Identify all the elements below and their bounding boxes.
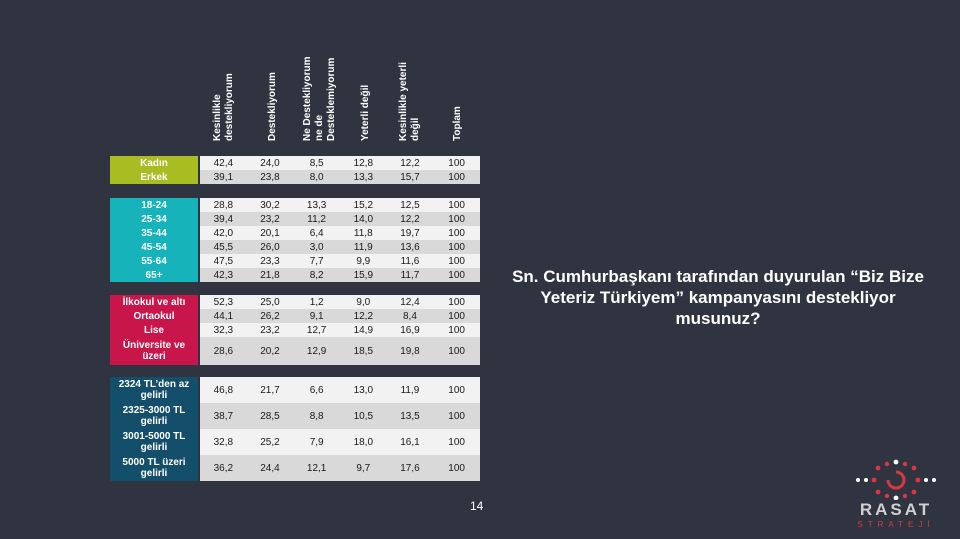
cell: 32,8 [200, 429, 247, 455]
cell: 1,2 [293, 295, 340, 309]
cell: 16,9 [387, 323, 434, 337]
cell: 14,0 [340, 212, 387, 226]
table-row [110, 156, 480, 170]
row-label: İlkokul ve altı [110, 295, 198, 309]
cell: 26,0 [247, 240, 294, 254]
row-label: 65+ [110, 268, 198, 282]
row-label: Lise [110, 323, 198, 337]
header-yeterli-degil: Yeterli değil [360, 84, 371, 141]
cell: 12,8 [340, 156, 387, 170]
table-row [110, 429, 480, 455]
header-kesinlikle-yeterli-degil: Kesinlikle yeterli değil [398, 62, 421, 141]
cell: 8,0 [293, 170, 340, 184]
row-label: 3001-5000 TL gelirli [110, 429, 198, 455]
cell: 11,8 [340, 226, 387, 240]
cell: 100 [433, 295, 480, 309]
header-ne-destekliyorum: Ne Destekliyorum ne de Desteklemiyorum [302, 56, 337, 141]
table-row [110, 403, 480, 429]
cell: 13,5 [387, 403, 434, 429]
cell: 9,0 [340, 295, 387, 309]
cell: 100 [433, 156, 480, 170]
cell: 7,7 [293, 254, 340, 268]
cell: 46,8 [200, 377, 247, 403]
cell: 47,5 [200, 254, 247, 268]
age-table [110, 198, 480, 282]
table-row [110, 455, 480, 481]
cell: 8,4 [387, 309, 434, 323]
row-label: 2325-3000 TL gelirli [110, 403, 198, 429]
row-label: 55-64 [110, 254, 198, 268]
logo-subtitle: STRATEJİ [857, 520, 935, 529]
cell: 26,2 [247, 309, 294, 323]
header-kesinlikle-destekliyorum: Kesinlikle destekliyorum [212, 73, 235, 141]
cell: 100 [433, 337, 480, 365]
cell: 11,9 [340, 240, 387, 254]
cell: 100 [433, 198, 480, 212]
cell: 12,4 [387, 295, 434, 309]
cell: 14,9 [340, 323, 387, 337]
table-row [110, 212, 480, 226]
row-label: Üniversite ve üzeri [110, 337, 198, 365]
cell: 25,0 [247, 295, 294, 309]
cell: 24,0 [247, 156, 294, 170]
cell: 42,0 [200, 226, 247, 240]
income-table [110, 377, 480, 481]
cell: 100 [433, 170, 480, 184]
cell: 42,4 [200, 156, 247, 170]
cell: 9,1 [293, 309, 340, 323]
survey-question: Sn. Cumhurbaşkanı tarafından duyurulan “Biz Bize Yeteriz Türkiyem” kampanyasını destekliyor musunuz? [512, 267, 924, 328]
cell: 13,0 [340, 377, 387, 403]
cell: 11,9 [387, 377, 434, 403]
row-label: Ortaokul [110, 309, 198, 323]
cell: 100 [433, 455, 480, 481]
cell: 12,7 [293, 323, 340, 337]
row-label: 5000 TL üzeri gelirli [110, 455, 198, 481]
cell: 11,2 [293, 212, 340, 226]
cell: 28,8 [200, 198, 247, 212]
cell: 23,8 [247, 170, 294, 184]
cell: 30,2 [247, 198, 294, 212]
cell: 24,4 [247, 455, 294, 481]
cell: 8,5 [293, 156, 340, 170]
cell: 100 [433, 268, 480, 282]
table-row [110, 377, 480, 403]
cell: 20,2 [247, 337, 294, 365]
cell: 100 [433, 323, 480, 337]
header-toplam: Toplam [452, 106, 463, 141]
cell: 100 [433, 403, 480, 429]
cell: 9,7 [340, 455, 387, 481]
cell: 100 [433, 309, 480, 323]
gender-table [110, 156, 480, 184]
header-destekliyorum: Destekliyorum [267, 72, 278, 141]
cell: 23,2 [247, 212, 294, 226]
cell: 23,3 [247, 254, 294, 268]
row-label: 35-44 [110, 226, 198, 240]
rasat-logo [846, 456, 946, 536]
cell: 28,5 [247, 403, 294, 429]
cell: 17,6 [387, 455, 434, 481]
cell: 13,3 [293, 198, 340, 212]
row-label: 2324 TL’den az gelirli [110, 377, 198, 403]
cell: 10,5 [340, 403, 387, 429]
cell: 100 [433, 226, 480, 240]
table-row [110, 240, 480, 254]
cell: 12,2 [387, 212, 434, 226]
table-row [110, 268, 480, 282]
cell: 19,7 [387, 226, 434, 240]
cell: 28,6 [200, 337, 247, 365]
cell: 12,9 [293, 337, 340, 365]
cell: 16,1 [387, 429, 434, 455]
cell: 42,3 [200, 268, 247, 282]
cell: 21,8 [247, 268, 294, 282]
cell: 6,6 [293, 377, 340, 403]
row-label: Kadın [110, 156, 198, 170]
table-row [110, 337, 480, 365]
cell: 100 [433, 254, 480, 268]
cell: 23,2 [247, 323, 294, 337]
logo-dots-icon [846, 456, 946, 500]
cell: 3,0 [293, 240, 340, 254]
row-label: Erkek [110, 170, 198, 184]
cell: 15,7 [387, 170, 434, 184]
cell: 39,1 [200, 170, 247, 184]
cell: 12,5 [387, 198, 434, 212]
cell: 21,7 [247, 377, 294, 403]
table-row [110, 309, 480, 323]
row-label: 45-54 [110, 240, 198, 254]
cell: 8,2 [293, 268, 340, 282]
education-table [110, 295, 480, 365]
cell: 19,8 [387, 337, 434, 365]
logo-wordmark: RASAT [859, 500, 933, 519]
cell: 12,2 [387, 156, 434, 170]
cell: 13,3 [340, 170, 387, 184]
table-row [110, 323, 480, 337]
cell: 7,9 [293, 429, 340, 455]
cell: 100 [433, 429, 480, 455]
cell: 12,2 [340, 309, 387, 323]
cell: 12,1 [293, 455, 340, 481]
cell: 36,2 [200, 455, 247, 481]
cell: 45,5 [200, 240, 247, 254]
row-label: 18-24 [110, 198, 198, 212]
cell: 9,9 [340, 254, 387, 268]
cell: 100 [433, 240, 480, 254]
cell: 6,4 [293, 226, 340, 240]
cell: 25,2 [247, 429, 294, 455]
cell: 11,7 [387, 268, 434, 282]
table-row [110, 226, 480, 240]
table-row [110, 254, 480, 268]
cell: 39,4 [200, 212, 247, 226]
row-label: 25-34 [110, 212, 198, 226]
table-row [110, 170, 480, 184]
table-row [110, 295, 480, 309]
cell: 11,6 [387, 254, 434, 268]
cell: 20,1 [247, 226, 294, 240]
cell: 13,6 [387, 240, 434, 254]
cell: 38,7 [200, 403, 247, 429]
table-row [110, 198, 480, 212]
cell: 44,1 [200, 309, 247, 323]
cell: 52,3 [200, 295, 247, 309]
cell: 100 [433, 377, 480, 403]
cell: 100 [433, 212, 480, 226]
cell: 18,0 [340, 429, 387, 455]
cell: 15,9 [340, 268, 387, 282]
cell: 8,8 [293, 403, 340, 429]
cell: 18,5 [340, 337, 387, 365]
cell: 15,2 [340, 198, 387, 212]
cell: 32,3 [200, 323, 247, 337]
page-number: 14 [470, 499, 484, 513]
